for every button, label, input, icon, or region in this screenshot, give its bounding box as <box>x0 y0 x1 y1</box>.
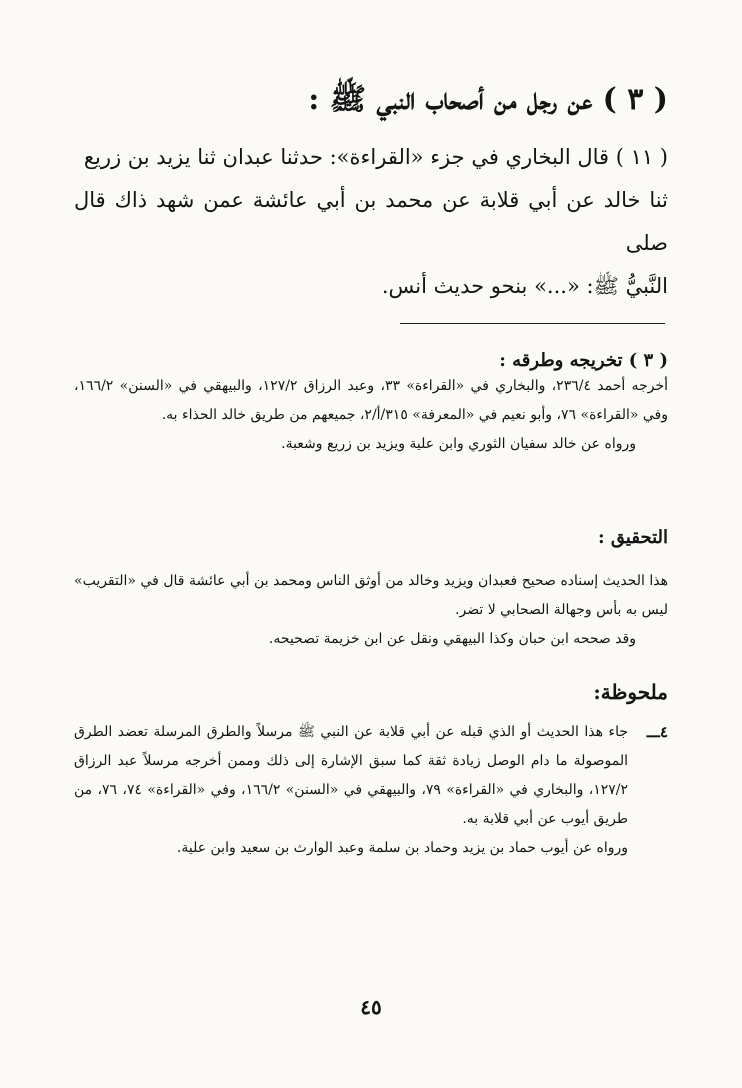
note-body <box>74 718 628 863</box>
main-line: ثنا خالد عن أبي قلابة عن محمد بن أبي عائشة عمن شهد ذاك قال صلى <box>74 188 668 255</box>
note-block <box>74 718 668 863</box>
main-line: النَّبيُّ ﷺ: «...» بنحو حديث أنس. <box>381 274 668 298</box>
main-hadith-text <box>74 136 668 308</box>
takhrij-indent-line: ورواه عن خالد سفيان الثوري وابن علية ويزيد بن زريع وشعبة. <box>281 436 636 452</box>
note-paragraph: جاء هذا الحديث أو الذي قبله عن أبي قلابة عن النبي ﷺ مرسلاً والطرق المرسلة تعضد الطرق الموصولة ما دام الوصل زيادة ثقة كما سبق الإشارة إلى ذلك وممن أخرجه مرسلاً عبد الرزاق ١٢٧/٢، والبخاري في «القراءة» ٧٩، والبيهقي في «السنن» ١٦٦/٢، وفي «القراءة» ٧٤، ٧٦، من طريق أيوب عن أبي قلابة به. <box>74 724 629 827</box>
tahqiq-heading: التحقيق : <box>598 527 668 548</box>
note-last-line: ورواه عن أيوب حماد بن يزيد وحماد بن سلمة وعبد الوارث بن سعيد وابن علية. <box>176 840 628 856</box>
takhrij-paragraph: أخرجه أحمد ٢٣٦/٤، والبخاري في «القراءة» ٣٣، وعبد الرزاق ١٢٧/٢، والبيهقي في «السنن» ١٦٦/٢، وفي «القراءة» ٧٦، وأبو نعيم في «المعرفة» ٣١٥/أ/٢، جميعهم من طريق خالد الحذاء به. <box>74 378 668 423</box>
takhrij-heading: ( ٣ ) تخريجه وطرقه : <box>499 350 668 371</box>
footnote-divider <box>400 323 665 324</box>
chapter-heading: ( ٣ ) عن رجل من أصحاب النبي ﷺ : <box>308 82 668 117</box>
tahqiq-indent-line: وقد صححه ابن حبان وكذا البيهقي ونقل عن ابن خزيمة تصحيحه. <box>268 631 636 647</box>
tahqiq-text <box>74 567 668 654</box>
note-number: ٤ـــ <box>646 723 668 741</box>
page-number: ٤٥ <box>360 995 382 1019</box>
takhrij-text <box>74 372 668 459</box>
note-heading: ملحوظة: <box>593 680 668 704</box>
tahqiq-paragraph: هذا الحديث إسناده صحيح فعبدان ويزيد وخالد من أوثق الناس ومحمد بن أبي عائشة قال في «التقريب» ليس به بأس وجهالة الصحابي لا تضر. <box>74 573 668 618</box>
main-line: ( ١١ ) قال البخاري في جزء «القراءة»: حدثنا عبدان ثنا يزيد بن زريع <box>83 145 668 169</box>
